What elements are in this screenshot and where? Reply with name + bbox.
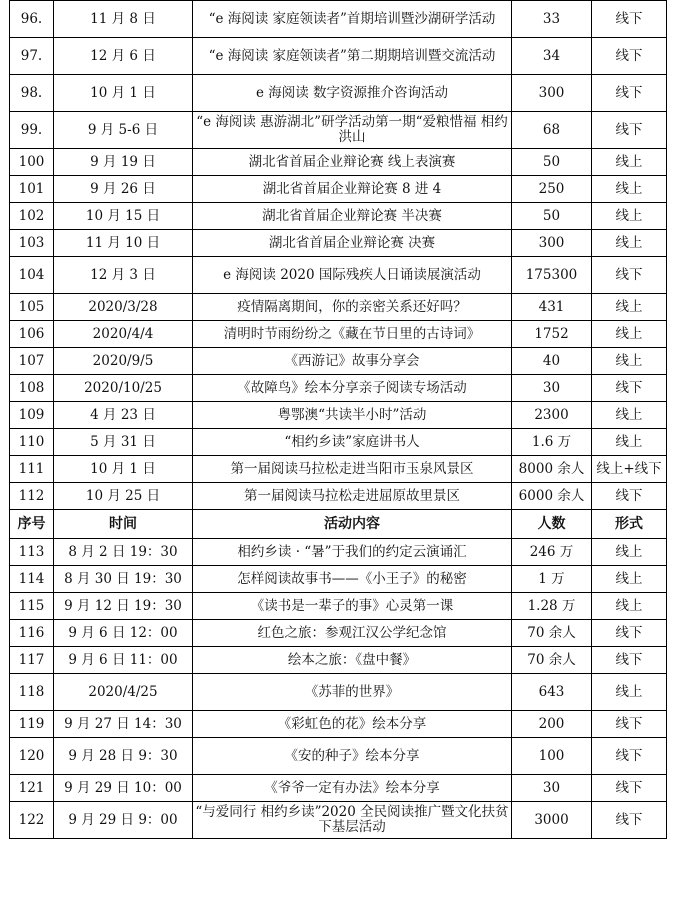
cell-time: 9 月 6 日 12：00 bbox=[54, 620, 193, 647]
cell-content: 《读书是一辈子的事》心灵第一课 bbox=[193, 593, 512, 620]
cell-content: 第一届阅读马拉松走进当阳市玉泉风景区 bbox=[193, 456, 512, 483]
cell-count: 200 bbox=[512, 711, 592, 738]
table-row bbox=[10, 230, 667, 257]
cell-no: 113 bbox=[10, 539, 54, 566]
table-row bbox=[10, 348, 667, 375]
cell-time: 9 月 29 日 9：00 bbox=[54, 802, 193, 839]
cell-mode: 线上 bbox=[592, 539, 667, 566]
cell-no: 99. bbox=[10, 112, 54, 149]
cell-content: 疫情隔离期间，你的亲密关系还好吗？ bbox=[193, 294, 512, 321]
table-row bbox=[10, 647, 667, 674]
cell-no: 116 bbox=[10, 620, 54, 647]
cell-content: “与爱同行 相约乡读”2020 全民阅读推广暨文化扶贫下基层活动 bbox=[193, 802, 512, 839]
cell-no: 120 bbox=[10, 738, 54, 775]
cell-mode: 线上 bbox=[592, 429, 667, 456]
cell-no: 97. bbox=[10, 38, 54, 75]
cell-content: 《苏菲的世界》 bbox=[193, 674, 512, 711]
cell-no: 98. bbox=[10, 75, 54, 112]
cell-count: 300 bbox=[512, 230, 592, 257]
cell-count: 250 bbox=[512, 176, 592, 203]
cell-count: 68 bbox=[512, 112, 592, 149]
cell-mode: 线下 bbox=[592, 711, 667, 738]
cell-time: 9 月 29 日 10：00 bbox=[54, 775, 193, 802]
cell-count: 8000 余人 bbox=[512, 456, 592, 483]
table-row bbox=[10, 711, 667, 738]
cell-no: 107 bbox=[10, 348, 54, 375]
table-row bbox=[10, 149, 667, 176]
table-row bbox=[10, 176, 667, 203]
cell-mode: 线上 bbox=[592, 402, 667, 429]
cell-mode: 线下 bbox=[592, 775, 667, 802]
cell-content: 湖北省首届企业辩论赛 8 进 4 bbox=[193, 176, 512, 203]
cell-count: 100 bbox=[512, 738, 592, 775]
table-row bbox=[10, 674, 667, 711]
cell-content: 怎样阅读故事书——《小王子》的秘密 bbox=[193, 566, 512, 593]
header-count: 人数 bbox=[512, 510, 592, 539]
cell-content: 红色之旅：参观江汉公学纪念馆 bbox=[193, 620, 512, 647]
cell-time: 9 月 12 日 19：30 bbox=[54, 593, 193, 620]
cell-mode: 线上 bbox=[592, 176, 667, 203]
cell-content: 《彩虹色的花》绘本分享 bbox=[193, 711, 512, 738]
cell-mode: 线下 bbox=[592, 1, 667, 38]
header-mode: 形式 bbox=[592, 510, 667, 539]
cell-no: 106 bbox=[10, 321, 54, 348]
cell-mode: 线下 bbox=[592, 647, 667, 674]
table-row bbox=[10, 802, 667, 839]
table-row bbox=[10, 566, 667, 593]
activity-table bbox=[9, 0, 667, 839]
cell-mode: 线下 bbox=[592, 483, 667, 510]
cell-time: 2020/4/25 bbox=[54, 674, 193, 711]
cell-no: 114 bbox=[10, 566, 54, 593]
cell-count: 70 余人 bbox=[512, 647, 592, 674]
table-row bbox=[10, 539, 667, 566]
cell-no: 112 bbox=[10, 483, 54, 510]
cell-time: 9 月 5-6 日 bbox=[54, 112, 193, 149]
cell-content: “相约乡读”家庭讲书人 bbox=[193, 429, 512, 456]
cell-time: 12 月 6 日 bbox=[54, 38, 193, 75]
cell-mode: 线下 bbox=[592, 38, 667, 75]
table-row bbox=[10, 294, 667, 321]
cell-mode: 线下 bbox=[592, 112, 667, 149]
cell-content: 湖北省首届企业辩论赛 线上表演赛 bbox=[193, 149, 512, 176]
table-row bbox=[10, 1, 667, 38]
cell-content: 粤鄂澳“共读半小时”活动 bbox=[193, 402, 512, 429]
cell-content: “e 海阅读 家庭领读者”第二期期培训暨交流活动 bbox=[193, 38, 512, 75]
cell-content: 《故障鸟》绘本分享亲子阅读专场活动 bbox=[193, 375, 512, 402]
cell-content: e 海阅读 数字资源推介咨询活动 bbox=[193, 75, 512, 112]
cell-mode: 线上 bbox=[592, 348, 667, 375]
header-time: 时间 bbox=[54, 510, 193, 539]
cell-time: 2020/4/4 bbox=[54, 321, 193, 348]
cell-no: 108 bbox=[10, 375, 54, 402]
cell-count: 3000 bbox=[512, 802, 592, 839]
table-row bbox=[10, 429, 667, 456]
cell-count: 1 万 bbox=[512, 566, 592, 593]
table-body-part1 bbox=[10, 1, 667, 510]
cell-mode: 线上 bbox=[592, 203, 667, 230]
cell-time: 8 月 30 日 19：30 bbox=[54, 566, 193, 593]
cell-time: 9 月 19 日 bbox=[54, 149, 193, 176]
cell-no: 119 bbox=[10, 711, 54, 738]
cell-content: 《安的种子》绘本分享 bbox=[193, 738, 512, 775]
cell-time: 2020/3/28 bbox=[54, 294, 193, 321]
cell-count: 30 bbox=[512, 375, 592, 402]
cell-time: 9 月 27 日 14：30 bbox=[54, 711, 193, 738]
cell-no: 105 bbox=[10, 294, 54, 321]
cell-count: 1752 bbox=[512, 321, 592, 348]
cell-no: 109 bbox=[10, 402, 54, 429]
cell-count: 30 bbox=[512, 775, 592, 802]
cell-count: 33 bbox=[512, 1, 592, 38]
cell-count: 246 万 bbox=[512, 539, 592, 566]
cell-mode: 线上 bbox=[592, 149, 667, 176]
table-row bbox=[10, 38, 667, 75]
cell-count: 431 bbox=[512, 294, 592, 321]
cell-count: 6000 余人 bbox=[512, 483, 592, 510]
cell-time: 10 月 15 日 bbox=[54, 203, 193, 230]
cell-time: 11 月 8 日 bbox=[54, 1, 193, 38]
table-header bbox=[10, 510, 667, 539]
table-row bbox=[10, 456, 667, 483]
cell-no: 101 bbox=[10, 176, 54, 203]
cell-content: 清明时节雨纷纷之《藏在节日里的古诗词》 bbox=[193, 321, 512, 348]
cell-time: 11 月 10 日 bbox=[54, 230, 193, 257]
table-row bbox=[10, 75, 667, 112]
cell-no: 110 bbox=[10, 429, 54, 456]
cell-content: e 海阅读 2020 国际残疾人日诵读展演活动 bbox=[193, 257, 512, 294]
table-row bbox=[10, 402, 667, 429]
cell-mode: 线上 bbox=[592, 321, 667, 348]
cell-count: 34 bbox=[512, 38, 592, 75]
cell-mode: 线上+线下 bbox=[592, 456, 667, 483]
cell-mode: 线下 bbox=[592, 375, 667, 402]
cell-time: 5 月 31 日 bbox=[54, 429, 193, 456]
cell-time: 2020/9/5 bbox=[54, 348, 193, 375]
cell-content: 湖北省首届企业辩论赛 决赛 bbox=[193, 230, 512, 257]
cell-content: 相约乡读 · “暑”于我们的约定云演诵汇 bbox=[193, 539, 512, 566]
cell-time: 12 月 3 日 bbox=[54, 257, 193, 294]
cell-count: 300 bbox=[512, 75, 592, 112]
cell-time: 9 月 26 日 bbox=[54, 176, 193, 203]
cell-no: 117 bbox=[10, 647, 54, 674]
table-row bbox=[10, 203, 667, 230]
header-row bbox=[10, 510, 667, 539]
cell-no: 118 bbox=[10, 674, 54, 711]
cell-content: 湖北省首届企业辩论赛 半决赛 bbox=[193, 203, 512, 230]
cell-mode: 线下 bbox=[592, 620, 667, 647]
table-row bbox=[10, 593, 667, 620]
cell-no: 102 bbox=[10, 203, 54, 230]
table-row bbox=[10, 738, 667, 775]
cell-no: 111 bbox=[10, 456, 54, 483]
cell-mode: 线上 bbox=[592, 593, 667, 620]
cell-mode: 线上 bbox=[592, 294, 667, 321]
cell-no: 122 bbox=[10, 802, 54, 839]
cell-no: 100 bbox=[10, 149, 54, 176]
cell-mode: 线上 bbox=[592, 230, 667, 257]
cell-no: 115 bbox=[10, 593, 54, 620]
cell-count: 70 余人 bbox=[512, 620, 592, 647]
cell-count: 1.6 万 bbox=[512, 429, 592, 456]
cell-count: 175300 bbox=[512, 257, 592, 294]
cell-no: 104 bbox=[10, 257, 54, 294]
cell-content: 第一届阅读马拉松走进屈原故里景区 bbox=[193, 483, 512, 510]
cell-content: 绘本之旅：《盘中餐》 bbox=[193, 647, 512, 674]
cell-mode: 线下 bbox=[592, 75, 667, 112]
cell-time: 10 月 25 日 bbox=[54, 483, 193, 510]
cell-no: 103 bbox=[10, 230, 54, 257]
cell-mode: 线上 bbox=[592, 566, 667, 593]
cell-time: 9 月 6 日 11：00 bbox=[54, 647, 193, 674]
cell-mode: 线下 bbox=[592, 802, 667, 839]
header-content: 活动内容 bbox=[193, 510, 512, 539]
cell-time: 10 月 1 日 bbox=[54, 456, 193, 483]
table-body-part2 bbox=[10, 539, 667, 839]
table-row bbox=[10, 375, 667, 402]
cell-count: 643 bbox=[512, 674, 592, 711]
cell-mode: 线上 bbox=[592, 674, 667, 711]
cell-mode: 线下 bbox=[592, 738, 667, 775]
cell-mode: 线下 bbox=[592, 257, 667, 294]
cell-count: 1.28 万 bbox=[512, 593, 592, 620]
table-row bbox=[10, 483, 667, 510]
cell-count: 50 bbox=[512, 149, 592, 176]
cell-time: 9 月 28 日 9：30 bbox=[54, 738, 193, 775]
table-row bbox=[10, 775, 667, 802]
cell-count: 2300 bbox=[512, 402, 592, 429]
cell-content: 《西游记》故事分享会 bbox=[193, 348, 512, 375]
table-row bbox=[10, 620, 667, 647]
header-no: 序号 bbox=[10, 510, 54, 539]
cell-time: 2020/10/25 bbox=[54, 375, 193, 402]
cell-no: 96. bbox=[10, 1, 54, 38]
cell-count: 50 bbox=[512, 203, 592, 230]
cell-time: 10 月 1 日 bbox=[54, 75, 193, 112]
table-row bbox=[10, 257, 667, 294]
table-row bbox=[10, 112, 667, 149]
table-row bbox=[10, 321, 667, 348]
cell-time: 4 月 23 日 bbox=[54, 402, 193, 429]
cell-content: “e 海阅读 家庭领读者”首期培训暨沙湖研学活动 bbox=[193, 1, 512, 38]
cell-content: 《爷爷一定有办法》绘本分享 bbox=[193, 775, 512, 802]
cell-count: 40 bbox=[512, 348, 592, 375]
cell-time: 8 月 2 日 19：30 bbox=[54, 539, 193, 566]
cell-no: 121 bbox=[10, 775, 54, 802]
cell-content: “e 海阅读 惠游湖北”研学活动第一期“爱粮惜福 相约洪山 bbox=[193, 112, 512, 149]
